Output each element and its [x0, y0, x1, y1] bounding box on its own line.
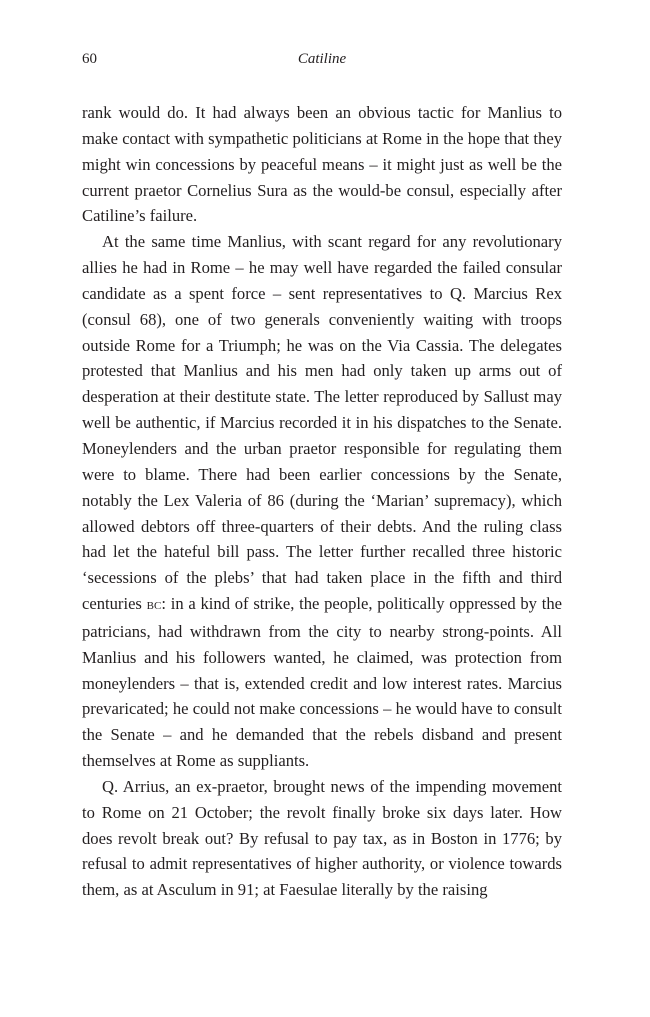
- paragraph-text-continued: : in a kind of strike, the people, politically oppressed by the patricians, had withdrawn from the city to nearby strong-points. All Manlius and his followers wanted, he claimed, was protection from moneylenders – that is, extended credit and low interest rates. Marcius prevaricated; he could not make concessions – he would have to consult the Senate – and he demanded that the rebels disband and present themselves at Rome as suppliants.: [82, 594, 563, 771]
- paragraph: [82, 774, 562, 903]
- running-title: Catiline: [297, 51, 347, 67]
- paragraph-text: Q. Arrius, an ex-praetor, brought news of the impending movement to Rome on 21 October; the revolt finally broke six days later. How does revolt break out? By refusal to pay tax, as in Boston in 1776; by refusal to admit representatives of higher authority, or violence towards them, as at Asculum in 91; at Faesulae literally by the raising: [82, 776, 562, 900]
- paragraph-text: At the same time Manlius, with scant regard for any revolutionary allies he had in Rome – he may well have regarded the failed consular candidate as a spent force – sent representatives to Q. Marcius Rex (consul 68), one of two generals conveniently waiting with troops outside Rome for a Triumph; he was on the Via Cassia. The delegates protested that Manlius and his men had only taken up arms out of desperation at their destitute state. The letter reproduced by Sallust may well be authentic, if Marcius recorded it in his dispatches to the Senate. Moneylenders and the urban praetor responsible for regulating them were to blame. There had been earlier concessions by the Senate, notably the Lex Valeria of 86 (during the ‘Marian’ supremacy), which allowed debtors off three-quarters of their debts. And the ruling class had let the hateful bill pass. The letter further recalled three historic ‘secessions of the plebs’ that had taken place in the fifth and third centuries: [82, 232, 562, 614]
- running-head: [82, 51, 562, 73]
- body-text: [82, 100, 562, 903]
- era-abbreviation: bc: [146, 597, 162, 614]
- paragraph: [82, 229, 562, 774]
- paragraph-text: rank would do. It had always been an obvious tactic for Manlius to make contact with sympathetic politicians at Rome in the hope that they might win concessions by peaceful means – it might just as well be the current praetor Cornelius Sura as the would-be consul, especially after Catiline’s failure.: [82, 103, 562, 226]
- paragraph: [82, 100, 562, 229]
- page-number: 60: [82, 51, 97, 67]
